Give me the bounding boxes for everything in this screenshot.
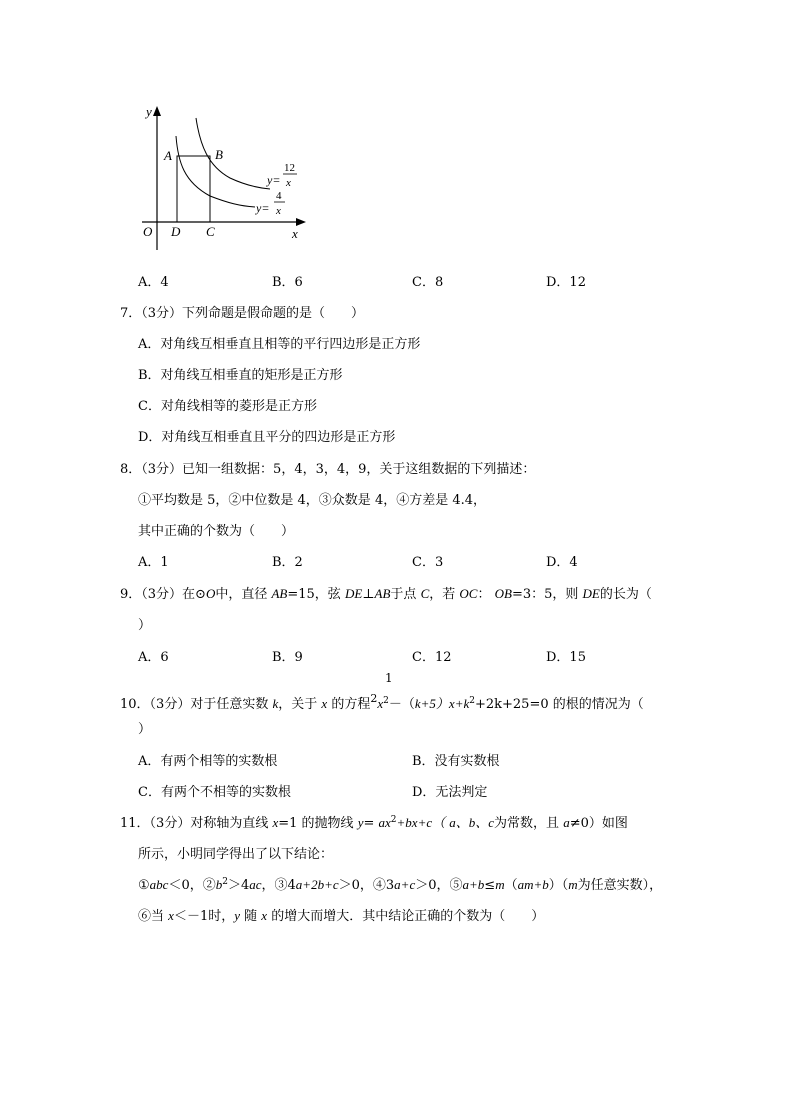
label-x: x xyxy=(292,226,298,241)
q8-option-b: B．2 xyxy=(272,555,303,570)
q9-option-d: D．15 xyxy=(546,650,586,665)
curve2-den: x xyxy=(276,205,281,217)
q9-option-b: B．9 xyxy=(272,650,303,665)
q6-option-c: C．8 xyxy=(412,275,444,290)
hyperbola-figure xyxy=(130,100,320,260)
q8-option-a: A．1 xyxy=(138,555,169,570)
curve1-num: 12 xyxy=(284,162,295,174)
q8-option-c: C．3 xyxy=(412,555,444,570)
q7-option-b: B．对角线互相垂直的矩形是正方形 xyxy=(138,368,343,383)
label-C: C xyxy=(206,224,215,239)
q6-option-b: B．6 xyxy=(272,275,303,290)
q7-option-d: D．对角线互相垂直且平分的四边形是正方形 xyxy=(138,430,396,445)
y-axis-arrow xyxy=(153,106,161,116)
x-axis-arrow xyxy=(296,218,306,226)
q11-conclusions-line2: ⑥当 x＜－1时，y 随 x 的增大而增大．其中结论正确的个数为（ ） xyxy=(138,908,545,924)
curve2-num: 4 xyxy=(276,190,282,202)
q8-question: 其中正确的个数为（ ） xyxy=(138,524,295,539)
q10-fraction-numerator: 1 xyxy=(385,671,393,685)
q6-option-d: D．12 xyxy=(546,275,586,290)
q10-stem-end: ） xyxy=(138,722,152,737)
q8-option-d: D．4 xyxy=(546,555,578,570)
label-A: A xyxy=(164,148,172,163)
q11-stem: 11．（3分）对称轴为直线 x=1 的抛物线 $y= ax^2+bx+c$（ a、b、c为常数，且 a≠0）如图 xyxy=(120,815,628,831)
q7-option-a: A．对角线互相垂直且相等的平行四边形是正方形 xyxy=(138,337,421,352)
curve2-label: y= xyxy=(256,201,270,215)
q9-option-a: A．6 xyxy=(138,650,169,665)
curve1-den: x xyxy=(286,177,291,189)
label-y: y xyxy=(146,104,152,119)
q10-fraction-denominator: 2 xyxy=(370,692,378,705)
q9-stem-end: ） xyxy=(138,618,152,633)
q10-option-b: B．没有实数根 xyxy=(412,754,500,769)
curve1-label: y= xyxy=(267,173,281,187)
label-B: B xyxy=(215,147,223,162)
curve-12-over-x xyxy=(196,118,270,189)
label-D: D xyxy=(171,224,181,239)
q7-option-c: C．对角线相等的菱形是正方形 xyxy=(138,399,317,414)
q8-statements: ①平均数是 5，②中位数是 4，③众数是 4，④方差是 4.4， xyxy=(138,493,487,508)
q10-option-d: D．无法判定 xyxy=(412,785,488,800)
q9-stem: 9．（3分）在⊙O中，直径 AB=15，弦 DE⊥AB于点 C，若 OC： OB=3：5，则 DE的长为（ xyxy=(120,586,652,602)
q6-option-a: A．4 xyxy=(138,275,169,290)
q10-option-a: A．有两个相等的实数根 xyxy=(138,754,278,769)
q7-stem: 7．（3分）下列命题是假命题的是（ ） xyxy=(120,306,365,321)
q11-intro: 所示，小明同学得出了以下结论： xyxy=(138,847,334,862)
q11-conclusions-line1: ①abc＜0，$②b^2>4ac$，③4a+2b+c＞0，④3a+c＞0，⑤a+b≤m（am+b）（m为任意实数）， xyxy=(138,877,663,893)
q10-stem: 10．（3分）对于任意实数 k，关于 x 的方程$^2x^2-(k+5)x+k^2+2k+25=0$ 的根的情况为（ xyxy=(120,692,644,712)
q10-option-c: C．有两个不相等的实数根 xyxy=(138,785,291,800)
q9-option-c: C．12 xyxy=(412,650,452,665)
label-O: O xyxy=(143,224,153,239)
q8-stem: 8．（3分）已知一组数据：5，4，3，4，9，关于这组数据的下列描述： xyxy=(120,462,536,477)
